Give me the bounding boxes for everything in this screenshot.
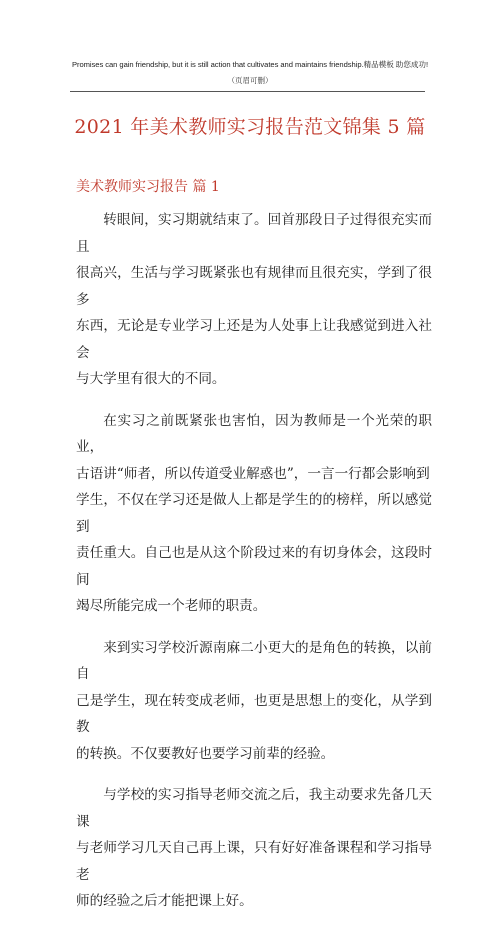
paragraph-line: 学生，不仅在学习还是做人上都是学生的的榜样，所以感觉到 bbox=[76, 492, 432, 535]
paragraph-line: 师的经验之后才能把课上好。 bbox=[76, 893, 253, 909]
paragraph bbox=[76, 635, 432, 768]
paragraph bbox=[76, 408, 432, 620]
paragraph-line: 来到实习学校沂源南麻二小更大的是角色的转换，以前自 bbox=[76, 639, 432, 682]
section-heading: 美术教师实习报告 篇 1 bbox=[76, 179, 220, 195]
paragraph-line: 很高兴，生活与学习既紧张也有规律而且很充实，学到了很多 bbox=[76, 265, 432, 308]
paragraph-line: 古语讲“师者，所以传道受业解惑也”，一言一行都会影响到 bbox=[76, 465, 430, 482]
paragraph-line: 转眼间，实习期就结束了。回首那段日子过得很充实而且 bbox=[76, 212, 432, 255]
paragraph-line: 与大学里有很大的不同。 bbox=[76, 371, 226, 387]
paragraph-line: 己是学生，现在转变成老师，也更是思想上的变化，从学到教 bbox=[76, 692, 432, 735]
paragraph-line: 东西，无论是专业学习上还是为人处事上让我感觉到进入社会 bbox=[76, 318, 432, 361]
paragraph-line: 的转换。不仅要教好也要学习前辈的经验。 bbox=[76, 745, 335, 762]
paragraph-line: 竭尽所能完成一个老师的职责。 bbox=[76, 598, 267, 614]
paragraph bbox=[76, 782, 432, 915]
header-divider bbox=[70, 91, 425, 92]
paragraph-line: 责任重大。自己也是从这个阶段过来的有切身体会，这段时间 bbox=[76, 545, 432, 588]
page-header-note: （页眉可删） bbox=[227, 76, 273, 85]
paragraph-line: 与老师学习几天自己再上课，只有好好准备课程和学习指导老 bbox=[76, 840, 432, 883]
paragraph-line: 在实习之前既紧张也害怕，因为教师是一个光荣的职业， bbox=[76, 412, 432, 455]
page-header-text: Promises can gain friendship, but it is still action that cultivates and maintains friendship.精品模板 助您成功! bbox=[71, 60, 429, 69]
document-title: 2021 年美术教师实习报告范文锦集 5 篇 bbox=[74, 116, 426, 138]
paragraph bbox=[76, 207, 432, 393]
paragraph-line: 与学校的实习指导老师交流之后，我主动要求先备几天课 bbox=[76, 787, 432, 830]
body-content bbox=[76, 207, 432, 930]
